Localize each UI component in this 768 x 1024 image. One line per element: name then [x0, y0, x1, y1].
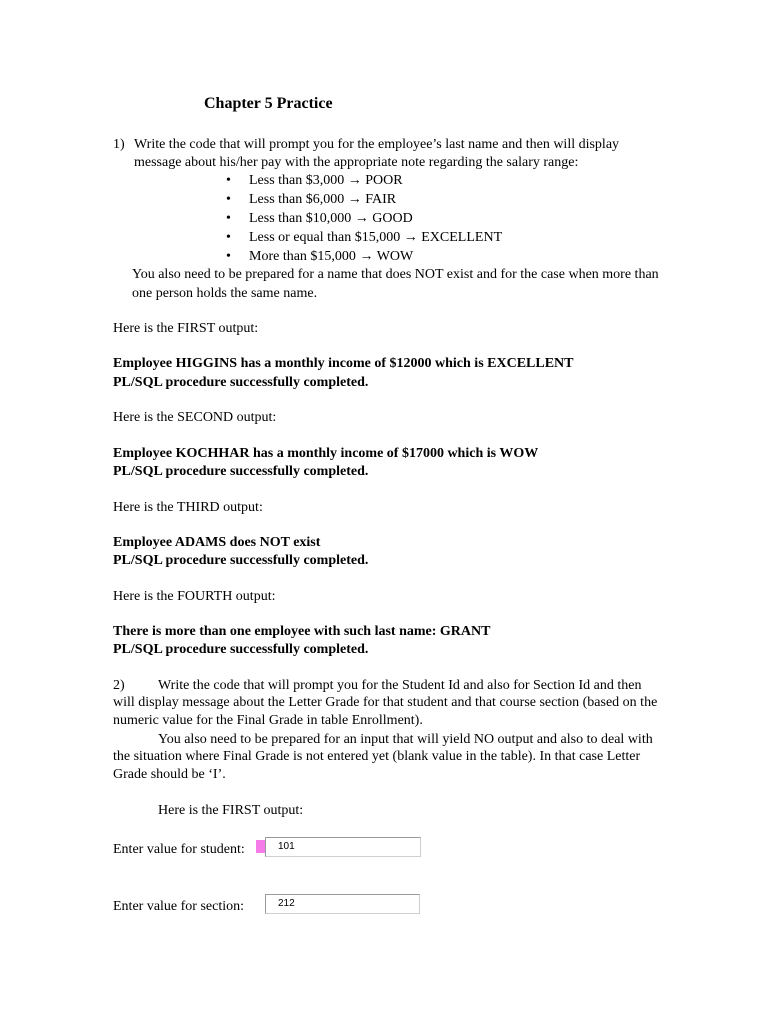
q1-note-line1: You also need to be prepared for a name that does NOT exist and for the case when more than — [132, 267, 659, 282]
range-result: POOR — [365, 173, 403, 188]
range-result: GOOD — [372, 211, 413, 226]
output-line: Employee KOCHHAR has a monthly income of $17000 which is WOW — [113, 446, 539, 461]
arrow-icon: → — [347, 192, 362, 207]
output-line: Employee ADAMS does NOT exist — [113, 535, 321, 550]
range-result: EXCELLENT — [421, 230, 503, 245]
output-line: PL/SQL procedure successfully completed. — [113, 375, 369, 390]
range-text: Less than $6,000 — [249, 192, 345, 207]
range-text: Less than $10,000 — [249, 211, 352, 226]
arrow-icon: → — [359, 249, 374, 264]
q2-text-line2: will display message about the Letter Grade for that student and that course section (based on the — [113, 695, 658, 710]
q2-number: 2) — [113, 678, 125, 693]
output-label: Here is the FIRST output: — [158, 803, 304, 818]
output-label: Here is the THIRD output: — [113, 500, 263, 515]
output-line: Employee HIGGINS has a monthly income of $12000 which is EXCELLENT — [113, 356, 574, 371]
bullet-glyph: • — [226, 249, 231, 264]
range-result: FAIR — [365, 192, 397, 207]
arrow-icon: → — [354, 211, 369, 226]
arrow-icon: → — [403, 230, 418, 245]
student-input[interactable]: 101 — [265, 837, 421, 857]
bullet-glyph: • — [226, 192, 231, 207]
output-label: Here is the FOURTH output: — [113, 589, 276, 604]
range-result: WOW — [376, 249, 414, 264]
range-text: More than $15,000 — [249, 249, 356, 264]
q1-note-line2: one person holds the same name. — [132, 286, 318, 301]
student-prompt-label: Enter value for student: — [113, 842, 245, 857]
output-line: PL/SQL procedure successfully completed. — [113, 464, 369, 479]
range-text: Less or equal than $15,000 — [249, 230, 401, 245]
bullet-glyph: • — [226, 230, 231, 245]
output-label: Here is the SECOND output: — [113, 410, 277, 425]
q2-text-line6: Grade should be ‘I’. — [113, 767, 226, 782]
section-prompt-label: Enter value for section: — [113, 899, 245, 914]
q2-text-line1: Write the code that will prompt you for the Student Id and also for Section Id and then — [158, 678, 642, 693]
bullet-glyph: • — [226, 173, 231, 188]
page-title: Chapter 5 Practice — [204, 95, 333, 112]
q2-text-line3: numeric value for the Final Grade in table Enrollment). — [113, 713, 423, 728]
q2-text-line5: the situation where Final Grade is not entered yet (blank value in the table). In that case Letter — [113, 749, 641, 764]
q1-text-line1: Write the code that will prompt you for the employee’s last name and then will display — [134, 137, 620, 152]
output-label: Here is the FIRST output: — [113, 321, 259, 336]
arrow-icon: → — [347, 173, 362, 188]
bullet-glyph: • — [226, 211, 231, 226]
section-input[interactable]: 212 — [265, 894, 420, 914]
q1-text-line2: message about his/her pay with the appropriate note regarding the salary range: — [134, 155, 579, 170]
q1-number: 1) — [113, 137, 125, 152]
range-text: Less than $3,000 — [249, 173, 345, 188]
output-line: There is more than one employee with such last name: GRANT — [113, 624, 491, 639]
output-line: PL/SQL procedure successfully completed. — [113, 553, 369, 568]
q2-text-line4: You also need to be prepared for an input that will yield NO output and also to deal with — [158, 732, 653, 747]
output-line: PL/SQL procedure successfully completed. — [113, 642, 369, 657]
